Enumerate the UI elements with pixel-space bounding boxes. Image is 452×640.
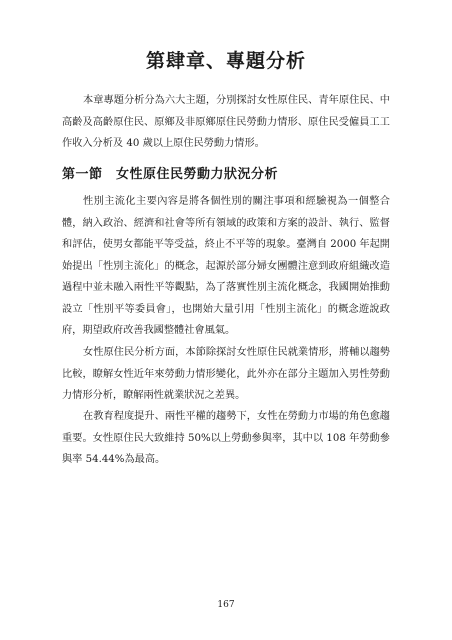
body-paragraph-3: 在教育程度提升、兩性平權的趨勢下，女性在勞動力市場的角色愈趨重要。女性原住民大致維持 50%以上勞動參與率，其中以 108 年勞動參與率 54.44%為最高。 [62, 411, 390, 465]
body-paragraph-2: 女性原住民分析方面，本節除探討女性原住民就業情形，將輔以趨勢比較，瞭解女性近年來勞動力情形變化，此外亦在部分主題加入男性勞動力情形分析，瞭解兩性就業狀況之差異。 [62, 347, 390, 401]
chapter-title: 第肆章、專題分析 [145, 50, 306, 72]
page-number: 167 [217, 600, 235, 610]
section-title: 第一節 女性原住民勞動力狀況分析 [62, 167, 279, 182]
body-paragraph-1: 性別主流化主要內容是將各個性別的關注事項和經驗視為一個整合體，納入政治、經濟和社會等所有領域的政策和方案的設計、執行、監督和評估，使男女都能平等受益，終止不平等的現象。臺灣自 2000 年起開始提出「性別主流化」的概念，起源於部分婦女團體注意到政府組織改造過程中並未融入兩性平等觀點，為了落實性別主流化概念，我國開始推動設立「性別平等委員會」，也開始大量引用「性別主流化」的概念遊說政府，期望政府改善我國整體社會風氣。 [62, 196, 390, 336]
chapter-intro-paragraph: 本章專題分析分為六大主題，分別探討女性原住民、青年原住民、中高齡及高齡原住民、原鄉及非原鄉原住民勞動力情形、原住民受僱員工工作收入分析及 40 歲以上原住民勞動力情形。 [62, 95, 390, 149]
